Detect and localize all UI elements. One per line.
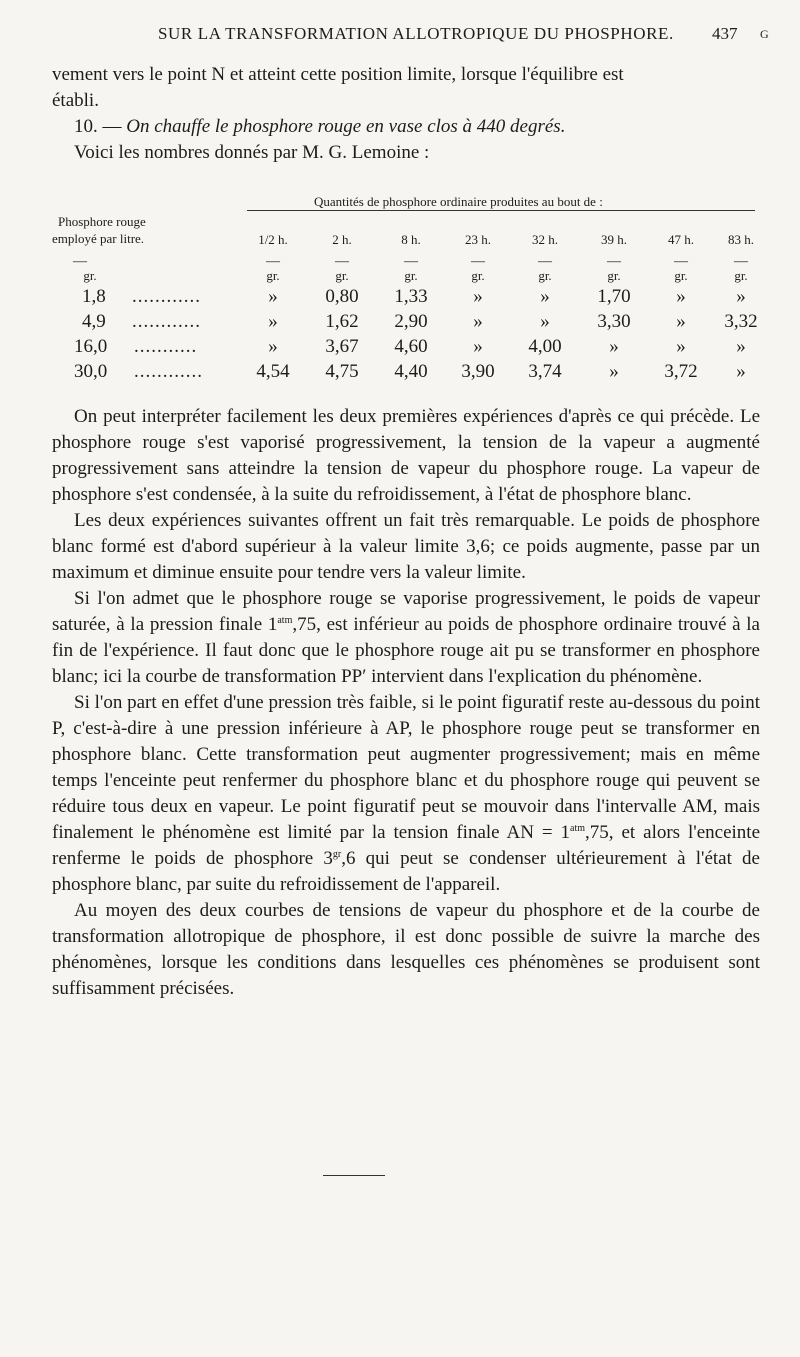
table-cell: » <box>676 311 686 332</box>
table-cell: 3,74 <box>528 361 562 382</box>
table-cell: » <box>736 286 746 307</box>
data-table <box>52 192 762 382</box>
table-cell: 0,80 <box>325 286 359 307</box>
column-header: 8 h. <box>401 232 421 247</box>
row-label: 4,9 <box>82 311 106 332</box>
intro-line-1: vement vers le point N et atteint cette position limite, lorsque l'équilibre est <box>52 64 624 85</box>
column-dash: — <box>607 254 621 269</box>
row-label: 1,8 <box>82 286 106 307</box>
table-cell: 1,70 <box>597 286 631 307</box>
table-cell: 1,62 <box>325 311 359 332</box>
table-cell: 1,33 <box>394 286 428 307</box>
column-dash: — <box>471 254 485 269</box>
gram-superscript: gr <box>332 849 342 860</box>
unit-label: gr. <box>404 268 418 283</box>
intro-block <box>52 62 760 166</box>
table-cell: » <box>736 336 746 357</box>
intro-line-2: établi. <box>52 90 99 111</box>
column-dash: — <box>674 254 688 269</box>
paragraph-2: Les deux expériences suivantes offrent un fait très remarquable. Le poids de phosphore blanc formé est d'abord supérieur à la valeur limite 3,6; ce poids augmente, passe par un maximum et diminue ensuite pour tendre vers la valeur limite. <box>52 510 760 583</box>
page-number: 437 <box>712 24 738 43</box>
source-line: Voici les nombres donnés par M. G. Lemoine : <box>74 142 430 163</box>
table-cell: » <box>609 361 619 382</box>
column-header: 1/2 h. <box>258 232 288 247</box>
table-cell: 4,60 <box>394 336 428 357</box>
running-title: SUR LA TRANSFORMATION ALLOTROPIQUE DU PHOSPHORE. <box>158 24 674 43</box>
table-cell: 3,72 <box>664 361 698 382</box>
paragraph-1: On peut interpréter facilement les deux premières expériences d'après ce qui précède. Le phosphore rouge s'est vaporisé progressivement, la tension de la vapeur a augmenté progressivement sans atteindre la tension de vapeur du phosphore rouge. La vapeur de phosphore s'est condensée, à la suite du refroidissement, à l'état de phosphore blanc. <box>52 406 760 505</box>
unit-label: gr. <box>607 268 621 283</box>
table-cell: » <box>609 336 619 357</box>
table-cell: 4,75 <box>325 361 359 382</box>
column-header: 2 h. <box>332 232 352 247</box>
case-heading <box>52 114 760 140</box>
table-cell: » <box>268 311 278 332</box>
row-header-line-1: Phosphore rouge <box>58 214 146 229</box>
paragraph-4-part-b: ,75, et alors l'enceinte renferme le poids de phosphore 3 <box>52 822 761 869</box>
body-text <box>52 404 760 1002</box>
table-cell: 2,90 <box>394 311 428 332</box>
table-cell: » <box>736 361 746 382</box>
table-cell: » <box>473 311 483 332</box>
table-cell: » <box>473 336 483 357</box>
row-dots: ............ <box>132 286 201 307</box>
paragraph-3-part-b: ,75, est inférieur au poids de phosphore ordinaire trouvé à la fin de l'expérience. Il faut donc que le phosphore rouge ait pu se transformer en phosphore blanc; ici la courbe de transformation PP′ intervient dans l'explication du phénomène. <box>52 614 760 687</box>
table-cell: » <box>676 286 686 307</box>
column-header: 32 h. <box>532 232 558 247</box>
column-header: 47 h. <box>668 232 694 247</box>
table-cell: » <box>540 311 550 332</box>
paragraph-3 <box>52 586 760 690</box>
column-dash: — <box>404 254 418 269</box>
unit-label: gr. <box>674 268 688 283</box>
paragraph-4-part-a: Si l'on part en effet d'une pression très faible, si le point figuratif reste au-dessous du point P, c'est-à-dire à une pression inférieure à AP, le phosphore rouge peut se transformer en phosphore blanc. Cette transformation peut augmenter progressivement; mais en même temps l'enceinte peut renfermer du phosphore blanc et du phosphore rouge qui peuvent se réduire tous deux en vapeur. Le point figuratif peut se mouvoir dans l'intervalle AM, mais finalement le phénomène est limité par la tension finale AN = 1 <box>52 692 760 843</box>
table-cell: 3,30 <box>597 311 631 332</box>
paragraph-5: Au moyen des deux courbes de tensions de vapeur du phosphore et de la courbe de transformation allotropique de phosphore, il est donc possible de suivre la marche des phénomènes, lorsque les conditions dans lesquelles ces phénomènes se produisent sont suffisamment précisées. <box>52 900 760 999</box>
page-suffix: G <box>760 27 769 41</box>
table-cell: » <box>473 286 483 307</box>
row-dots: ............ <box>132 311 201 332</box>
unit-label: gr. <box>471 268 485 283</box>
row-header-line-2: employé par litre. <box>52 231 145 246</box>
paragraph-3-part-a: Si l'on admet que le phosphore rouge se vaporise progressivement, le poids de vapeur saturée, à la pression finale 1 <box>52 588 760 635</box>
unit-label: gr. <box>83 268 97 283</box>
column-dash: — <box>538 254 552 269</box>
table-cell: 3,90 <box>461 361 495 382</box>
caption-brace <box>247 210 755 221</box>
table-caption: Quantités de phosphore ordinaire produites au bout de : <box>314 194 603 209</box>
column-dash: — <box>73 254 87 269</box>
column-header: 23 h. <box>465 232 491 247</box>
table-cell: 3,32 <box>724 311 758 332</box>
column-header: 39 h. <box>601 232 627 247</box>
unit-label: gr. <box>538 268 552 283</box>
table-cell: » <box>676 336 686 357</box>
unit-label: gr. <box>266 268 280 283</box>
column-dash: — <box>266 254 280 269</box>
unit-label: gr. <box>335 268 349 283</box>
column-dash: — <box>734 254 748 269</box>
column-dash: — <box>335 254 349 269</box>
table-cell: » <box>268 286 278 307</box>
case-title: On chauffe le phosphore rouge en vase clos à 440 degrés. <box>126 116 566 137</box>
unit-label: gr. <box>734 268 748 283</box>
page-header <box>0 24 800 48</box>
table-cell: 3,67 <box>325 336 359 357</box>
row-dots: ........... <box>134 336 198 357</box>
column-header: 83 h. <box>728 232 754 247</box>
row-label: 30,0 <box>74 361 108 382</box>
table-cell: 4,40 <box>394 361 428 382</box>
row-label: 16,0 <box>74 336 108 357</box>
atm-superscript: atm <box>570 823 586 834</box>
row-dots: ............ <box>134 361 203 382</box>
closing-rule <box>323 1175 385 1176</box>
table-cell: » <box>540 286 550 307</box>
table-cell: 4,54 <box>256 361 290 382</box>
table-cell: » <box>268 336 278 357</box>
table-cell: 4,00 <box>528 336 562 357</box>
paragraph-4-part-c: ,6 qui peut se condenser ultérieurement à l'état de phosphore blanc, par suite du refroidissement de l'appareil. <box>52 848 760 895</box>
atm-superscript: atm <box>277 615 293 626</box>
case-number: 10. — <box>74 116 127 137</box>
paragraph-4 <box>52 690 760 898</box>
